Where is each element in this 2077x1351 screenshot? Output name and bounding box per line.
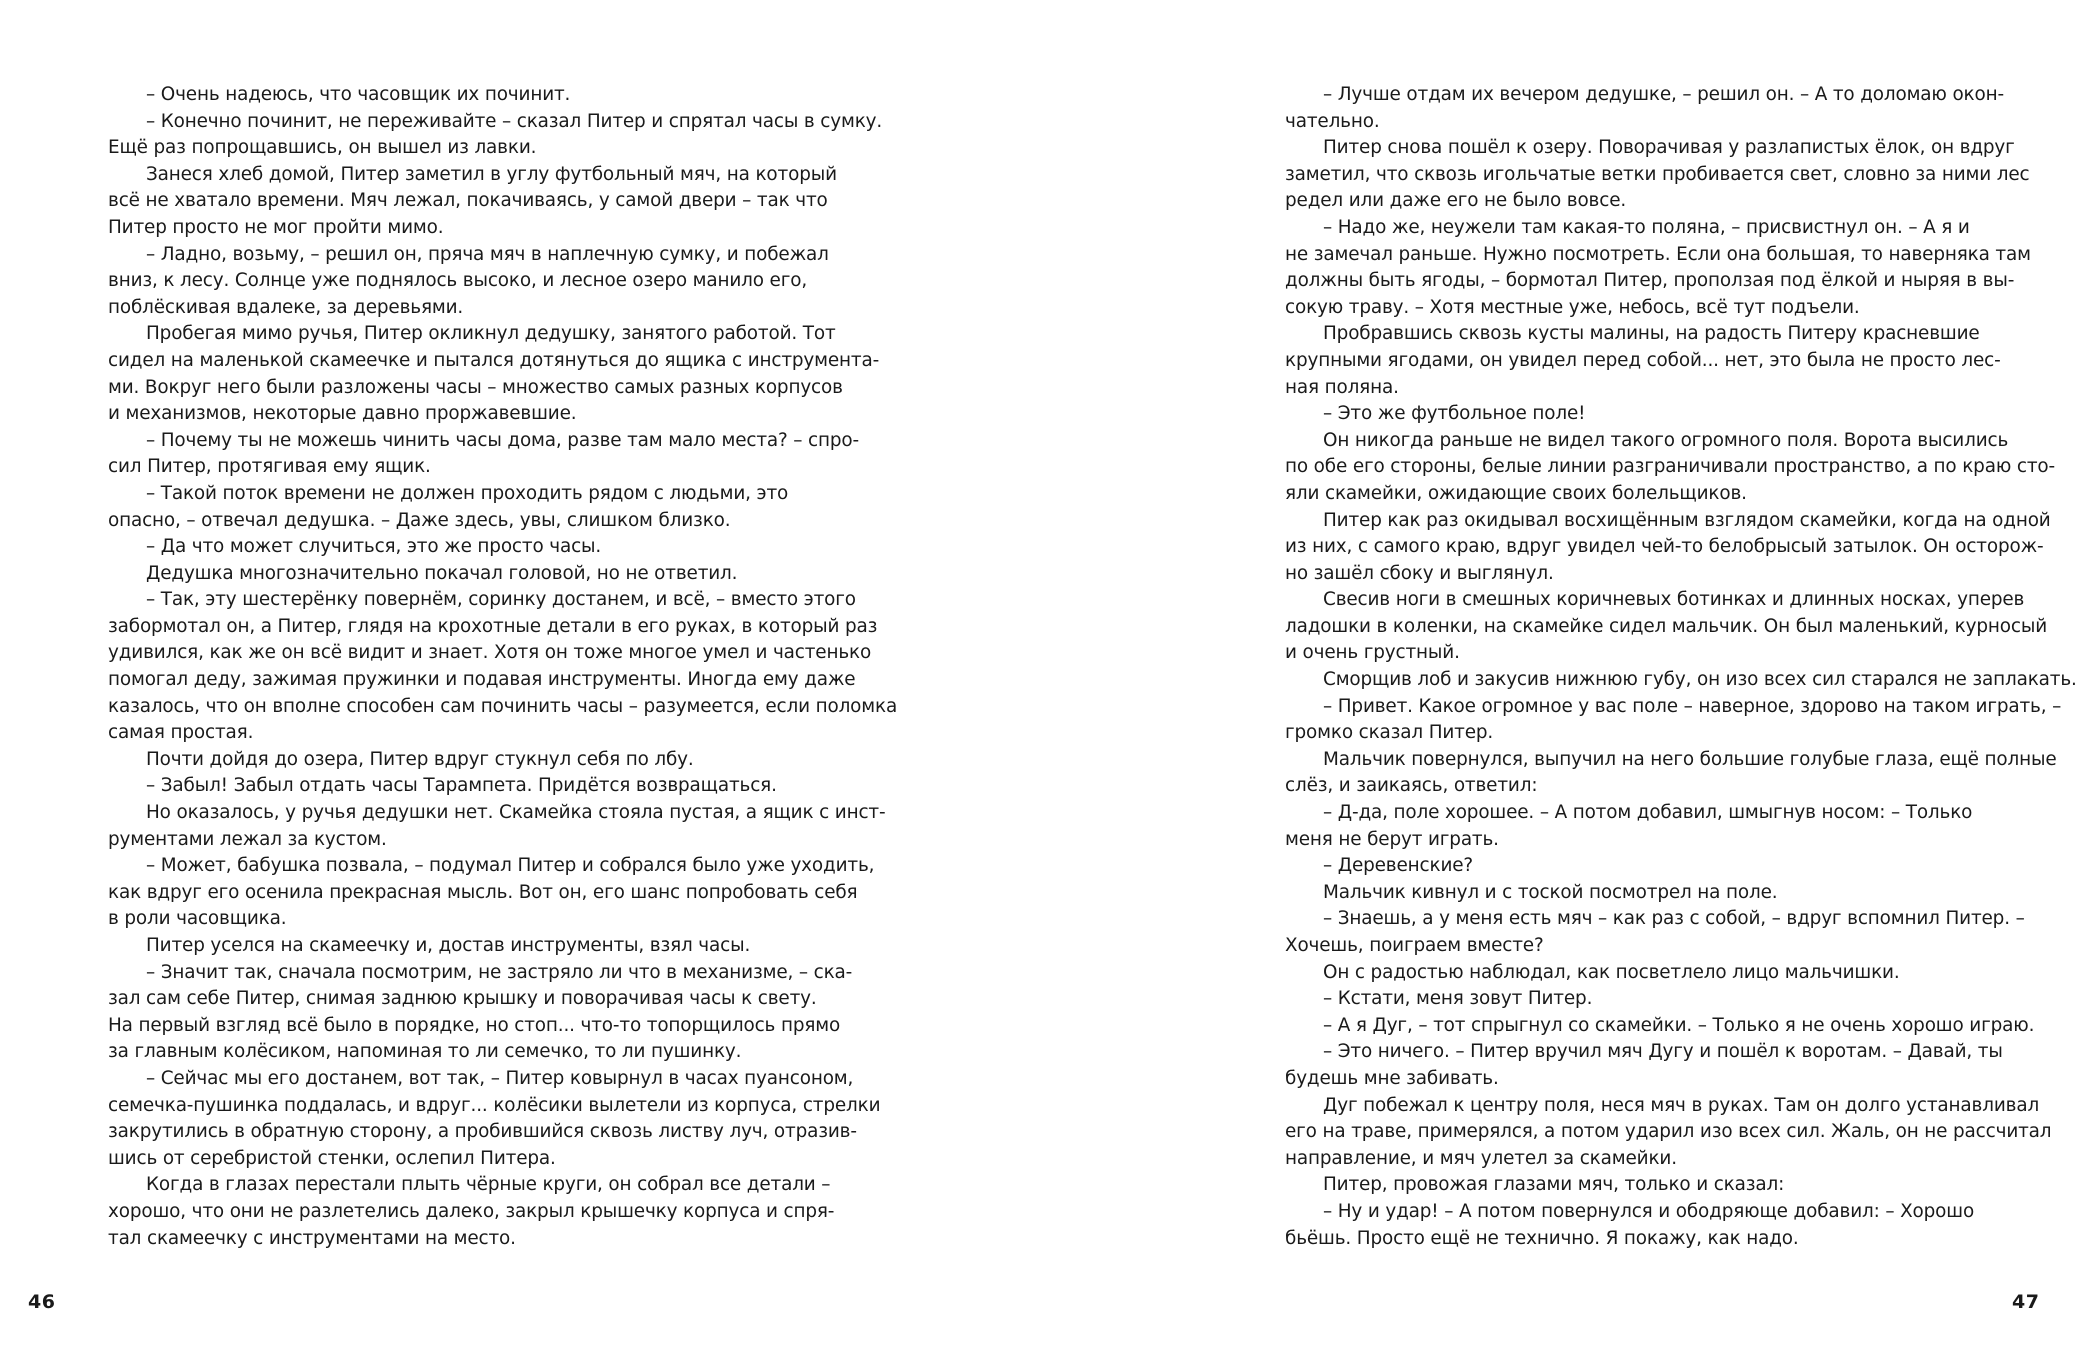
text-line: заметил, что сквозь игольчатые ветки пробивается свет, словно за ними лес: [1285, 163, 2030, 185]
text-line: и очень грустный.: [1285, 642, 1460, 664]
text-line: – Знаешь, а у меня есть мяч – как раз с собой, – вдруг вспомнил Питер. –: [1323, 908, 2025, 930]
text-line: – Почему ты не можешь чинить часы дома, разве там мало места? – спро-: [146, 429, 859, 451]
text-line: поблёскивая вдалеке, за деревьями.: [108, 296, 464, 318]
right-page-text: [1285, 82, 2077, 1252]
text-line: На первый взгляд всё было в порядке, но стоп... что-то топорщилось прямо: [108, 1014, 841, 1036]
text-line: закрутились в обратную сторону, а пробившийся сквозь листву луч, отразив-: [108, 1121, 857, 1143]
text-line: и механизмов, некоторые давно проржавевшие.: [108, 403, 577, 425]
text-line: сил Питер, протягивая ему ящик.: [108, 456, 431, 478]
text-line: – Кстати, меня зовут Питер.: [1323, 988, 1593, 1010]
text-line: его на траве, примерялся, а потом ударил изо всех сил. Жаль, он не рассчитал: [1285, 1121, 2052, 1143]
text-line: Занеся хлеб домой, Питер заметил в углу футбольный мяч, на который: [146, 163, 837, 185]
text-line: должны быть ягоды, – бормотал Питер, проползая под ёлкой и ныряя в вы-: [1285, 270, 2015, 292]
text-line: забормотал он, а Питер, глядя на крохотные детали в его руках, в который раз: [108, 615, 878, 637]
text-line: – Лучше отдам их вечером дедушке, – решил он. – А то доломаю окон-: [1323, 84, 2004, 105]
text-line: крупными ягодами, он увидел перед собой... нет, это была не просто лес-: [1285, 349, 2001, 371]
text-line: – Конечно починит, не переживайте – сказал Питер и спрятал часы в сумку.: [146, 110, 883, 132]
text-line: громко сказал Питер.: [1285, 722, 1494, 744]
text-line: яли скамейки, ожидающие своих болельщиков.: [1285, 482, 1747, 504]
text-line: – Надо же, неужели там какая-то поляна, – присвистнул он. – А я и: [1323, 216, 1970, 238]
text-line: – А я Дуг, – тот спрыгнул со скамейки. – Только я не очень хорошо играю.: [1323, 1014, 2035, 1036]
text-line: Мальчик повернулся, выпучил на него большие голубые глаза, ещё полные: [1323, 748, 2057, 770]
text-line: Питер как раз окидывал восхищённым взглядом скамейки, когда на одной: [1323, 509, 2051, 531]
text-line: чательно.: [1285, 110, 1380, 132]
text-line: удивился, как же он всё видит и знает. Хотя он тоже многое умел и частенько: [108, 642, 872, 664]
text-line: Пробравшись сквозь кусты малины, на радость Питеру красневшие: [1323, 323, 1980, 345]
text-line: – Да что может случиться, это же просто часы.: [146, 536, 602, 558]
text-line: Дуг побежал к центру поля, неся мяч в руках. Там он долго устанавливал: [1323, 1094, 2040, 1116]
text-line: – Д-да, поле хорошее. – А потом добавил, шмыгнув носом: – Только: [1323, 802, 1973, 824]
right-page-number: 47: [2012, 1291, 2040, 1313]
text-line: из них, с самого краю, вдруг увидел чей-то белобрысый затылок. Он осторож-: [1285, 536, 2044, 558]
text-line: самая простая.: [108, 722, 254, 744]
text-line: Пробегая мимо ручья, Питер окликнул дедушку, занятого работой. Тот: [146, 323, 836, 345]
text-line: – Деревенские?: [1323, 855, 1474, 877]
text-line: бьёшь. Просто ещё не технично. Я покажу, как надо.: [1285, 1227, 1799, 1249]
text-line: слёз, и заикаясь, ответил:: [1285, 775, 1538, 797]
text-line: но зашёл сбоку и выглянул.: [1285, 562, 1554, 584]
text-line: Питер просто не мог пройти мимо.: [108, 216, 444, 238]
text-line: сидел на маленькой скамеечке и пытался дотянуться до ящика с инструмента-: [108, 349, 880, 371]
text-line: за главным колёсиком, напоминая то ли семечко, то ли пушинку.: [108, 1041, 742, 1063]
text-line: Он с радостью наблюдал, как посветлело лицо мальчишки.: [1323, 961, 1900, 983]
text-line: – Значит так, сначала посмотрим, не застряло ли что в механизме, – ска-: [146, 961, 853, 983]
text-line: – Сейчас мы его достанем, вот так, – Питер ковырнул в часах пуансоном,: [146, 1067, 854, 1089]
text-line: – Ну и удар! – А потом повернулся и ободряюще добавил: – Хорошо: [1323, 1200, 1975, 1222]
text-line: – Забыл! Забыл отдать часы Тарампета. Придётся возвращаться.: [146, 775, 777, 797]
text-line: меня не берут играть.: [1285, 828, 1499, 850]
text-line: Свесив ноги в смешных коричневых ботинках и длинных носках, уперев: [1323, 589, 2025, 611]
text-line: Питер, провожая глазами мяч, только и сказал:: [1323, 1174, 1785, 1196]
text-line: – Привет. Какое огромное у вас поле – наверное, здорово на таком играть, –: [1323, 695, 2062, 717]
text-line: по обе его стороны, белые линии разграничивали пространство, а по краю сто-: [1285, 456, 2055, 478]
text-line: вниз, к лесу. Солнце уже поднялось высоко, и лесное озеро манило его,: [108, 270, 808, 292]
text-line: Дедушка многозначительно покачал головой, но не ответил.: [146, 562, 738, 584]
text-line: шись от серебристой стенки, ослепил Питера.: [108, 1147, 556, 1169]
text-line: – Это же футбольное поле!: [1323, 403, 1586, 425]
text-line: Когда в глазах перестали плыть чёрные круги, он собрал все детали –: [146, 1174, 831, 1196]
text-line: как вдруг его осенила прекрасная мысль. Вот он, его шанс попробовать себя: [108, 881, 858, 903]
text-line: ная поляна.: [1285, 376, 1399, 398]
text-line: помогал деду, зажимая пружинки и подавая инструменты. Иногда ему даже: [108, 669, 856, 691]
text-line: семечка-пушинка поддалась, и вдруг... колёсики вылетели из корпуса, стрелки: [108, 1094, 881, 1116]
text-line: хорошо, что они не разлетелись далеко, закрыл крышечку корпуса и спря-: [108, 1200, 835, 1222]
text-line: Питер снова пошёл к озеру. Поворачивая у разлапистых ёлок, он вдруг: [1323, 137, 2015, 159]
text-line: Питер уселся на скамеечку и, достав инструменты, взял часы.: [146, 935, 751, 956]
text-line: рументами лежал за кустом.: [108, 828, 387, 850]
text-line: в роли часовщика.: [108, 908, 287, 930]
text-line: казалось, что он вполне способен сам починить часы – разумеется, если поломка: [108, 695, 898, 717]
text-line: – Очень надеюсь, что часовщик их починит.: [146, 84, 571, 105]
text-line: сокую траву. – Хотя местные уже, небось, всё тут подъели.: [1285, 296, 1860, 318]
text-line: Он никогда раньше не видел такого огромного поля. Ворота высились: [1323, 429, 2009, 451]
text-line: не замечал раньше. Нужно посмотреть. Если она большая, то наверняка там: [1285, 243, 2031, 265]
text-line: – Может, бабушка позвала, – подумал Питер и собрался было уже уходить,: [146, 855, 875, 877]
text-line: Мальчик кивнул и с тоской посмотрел на поле.: [1323, 881, 1778, 903]
text-line: всё не хватало времени. Мяч лежал, покачиваясь, у самой двери – так что: [108, 190, 828, 212]
text-line: редел или даже его не было вовсе.: [1285, 190, 1627, 212]
text-line: зал сам себе Питер, снимая заднюю крышку и поворачивая часы к свету.: [108, 988, 817, 1010]
text-line: – Ладно, возьму, – решил он, пряча мяч в наплечную сумку, и побежал: [146, 243, 829, 265]
text-line: Но оказалось, у ручья дедушки нет. Скамейка стояла пустая, а ящик с инст-: [146, 802, 886, 824]
left-page-number: 46: [28, 1291, 56, 1313]
text-line: – Это ничего. – Питер вручил мяч Дугу и пошёл к воротам. – Давай, ты: [1323, 1041, 2003, 1063]
text-line: Хочешь, поиграем вместе?: [1285, 935, 1544, 956]
text-line: ладошки в коленки, на скамейке сидел мальчик. Он был маленький, курносый: [1285, 615, 2048, 637]
text-line: – Такой поток времени не должен проходить рядом с людьми, это: [146, 482, 789, 504]
text-line: Ещё раз попрощавшись, он вышел из лавки.: [108, 137, 537, 159]
text-line: Почти дойдя до озера, Питер вдруг стукнул себя по лбу.: [146, 748, 694, 770]
text-line: будешь мне забивать.: [1285, 1067, 1499, 1089]
text-line: направление, и мяч улетел за скамейки.: [1285, 1147, 1677, 1169]
text-line: – Так, эту шестерёнку повернём, соринку достанем, и всё, – вместо этого: [146, 589, 856, 611]
text-line: ми. Вокруг него были разложены часы – множество самых разных корпусов: [108, 376, 843, 398]
left-page-text: [108, 82, 898, 1252]
text-line: опасно, – отвечал дедушка. – Даже здесь, увы, слишком близко.: [108, 509, 731, 531]
text-line: Сморщив лоб и закусив нижнюю губу, он изо всех сил старался не заплакать.: [1323, 669, 2077, 691]
text-line: тал скамеечку с инструментами на место.: [108, 1227, 516, 1249]
